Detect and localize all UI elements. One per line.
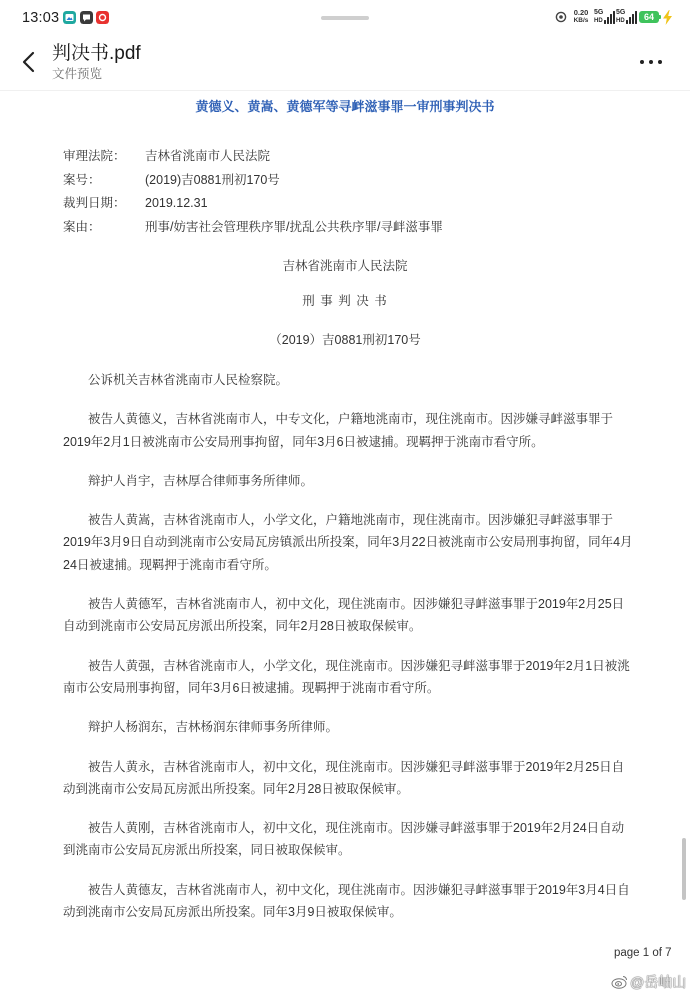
network-speed-unit: KB/s: [573, 17, 589, 24]
signal-bar-icon: [635, 11, 637, 24]
more-dots-icon: [649, 60, 653, 64]
paragraph-defendant: 被告人黄嵩，吉林省洮南市人，小学文化，户籍地洮南市，现住洮南市。因涉嫌犯寻衅滋事罪于2019年3月9日自动到洮南市公安局瓦房镇派出所投案，同年3月22日被洮南市公安局刑事拘留，同年4月24日被逮捕。现羁押于洮南市看守所。: [63, 513, 633, 572]
document-viewer[interactable]: [0, 91, 690, 998]
case-info-table: [63, 145, 623, 239]
signal-bar-icon: [626, 20, 628, 24]
gallery-app-icon: [63, 11, 76, 24]
paragraph-prosecutor: 公诉机关吉林省洮南市人民检察院。: [88, 373, 289, 387]
lightning-bolt-icon: [663, 10, 672, 25]
paragraph-defendant: 被告人黄永，吉林省洮南市人，初中文化，现住洮南市。因涉嫌犯寻衅滋事罪于2019年2月25日自动到洮南市公安局瓦房派出所投案。同年2月28日被取保候审。: [63, 759, 625, 796]
sim-2-signal: [616, 9, 637, 25]
meta-row-judgment-date: [63, 192, 623, 216]
paragraph-defendant: 被告人黄强，吉林省洮南市人，小学文化，现住洮南市。因涉嫌犯寻衅滋事罪于2019年2月1日被洮南市公安局刑事拘留，同年3月6日被逮捕。现羁押于洮南市看守所。: [63, 658, 630, 695]
paragraph-defense-counsel: 辩护人肖宇，吉林厚合律师事务所律师。: [88, 473, 314, 488]
court-name-heading: 吉林省洮南市人民法院: [282, 259, 408, 273]
signal-bar-icon: [613, 11, 615, 24]
sim-1-network: 5G: [594, 9, 604, 16]
more-dots-icon: [640, 60, 644, 64]
paragraph-defendant: 被告人黄德友，吉林省洮南市人，初中文化，现住洮南市。因涉嫌犯寻衅滋事罪于2019年3月4日自动到洮南市公安局瓦房派出所投案。同年3月9日被取保候审。: [63, 882, 630, 920]
sim-2-network: 5G: [616, 9, 626, 16]
weibo-logo-icon: [611, 975, 628, 989]
signal-bar-icon: [607, 17, 609, 24]
status-bar: [0, 0, 690, 36]
back-button[interactable]: [18, 50, 42, 74]
paragraph-defendant: 被告人黄刚，吉林省洮南市人，初中文化，现住洮南市。因涉嫌寻衅滋事罪于2019年2月24日自动到洮南市公安局瓦房派出所投案，同日被取保候审。: [63, 821, 625, 858]
meta-label: 案由：: [63, 219, 101, 234]
sim-1-tag: HD: [594, 18, 603, 24]
signal-bar-icon: [632, 14, 634, 24]
judgment-title: 黄德义、黄嵩、黄德军等寻衅滋事罪一审刑事判决书: [195, 99, 495, 114]
battery-level: 64: [643, 12, 654, 22]
meta-value: 2019.12.31: [145, 196, 208, 211]
more-button[interactable]: [636, 54, 666, 70]
signal-bar-icon: [610, 14, 612, 24]
meta-row-case-number: [63, 169, 623, 193]
window-drag-handle[interactable]: [321, 16, 369, 20]
network-speed: [570, 9, 592, 25]
paragraph-defendant: 被告人黄德义，吉林省洮南市人，中专文化，户籍地洮南市，现住洮南市。因涉嫌寻衅滋事罪于2019年2月1日被洮南市公安局刑事拘留，同年3月6日被逮捕。现羁押于洮南市看守所。: [63, 412, 614, 449]
battery-tip: [659, 15, 661, 19]
network-speed-value: 0.20: [573, 8, 589, 17]
more-dots-icon: [658, 60, 662, 64]
page-indicator: page 1 of 7: [614, 947, 672, 959]
vertical-scrollbar[interactable]: [682, 838, 686, 900]
signal-bar-icon: [629, 17, 631, 24]
watermark-text: @岳岫山: [630, 974, 687, 990]
case-number-heading: （2019）吉0881刑初170号: [269, 333, 421, 347]
document-type-heading: 刑 事 判 决 书: [302, 294, 388, 308]
meta-label: 审理法院：: [63, 149, 126, 163]
meta-value: 刑事/妨害社会管理秩序罪/扰乱公共秩序罪/寻衅滋事罪: [145, 219, 443, 234]
sim-2-tag: HD: [616, 18, 625, 24]
message-app-icon: [80, 11, 93, 24]
meta-value: 吉林省洮南市人民法院: [145, 149, 271, 163]
chevron-left-icon: [18, 50, 42, 74]
file-subtitle: 文件预览: [52, 67, 103, 81]
file-title: 判决书.pdf: [52, 43, 141, 64]
meta-label: 案号：: [63, 172, 101, 187]
judgment-body: [63, 369, 634, 940]
sim-1-signal: [594, 9, 615, 25]
meta-value: (2019)吉0881刑初170号: [145, 172, 280, 187]
red-app-icon: [96, 11, 109, 24]
battery-icon: [639, 11, 659, 23]
meta-row-cause: [63, 216, 623, 240]
signal-bar-icon: [604, 20, 606, 24]
meta-row-court: [63, 145, 623, 169]
ring-status-icon: [555, 11, 567, 23]
status-time: 13:03: [22, 10, 60, 26]
meta-label: 裁判日期：: [63, 196, 126, 211]
paragraph-defendant: 被告人黄德军，吉林省洮南市人，初中文化，现住洮南市。因涉嫌犯寻衅滋事罪于2019年2月25日自动到洮南市公安局瓦房派出所投案，同年2月28日被取保候审。: [63, 597, 625, 634]
paragraph-defense-counsel: 辩护人杨润东，吉林杨润东律师事务所律师。: [88, 720, 339, 735]
